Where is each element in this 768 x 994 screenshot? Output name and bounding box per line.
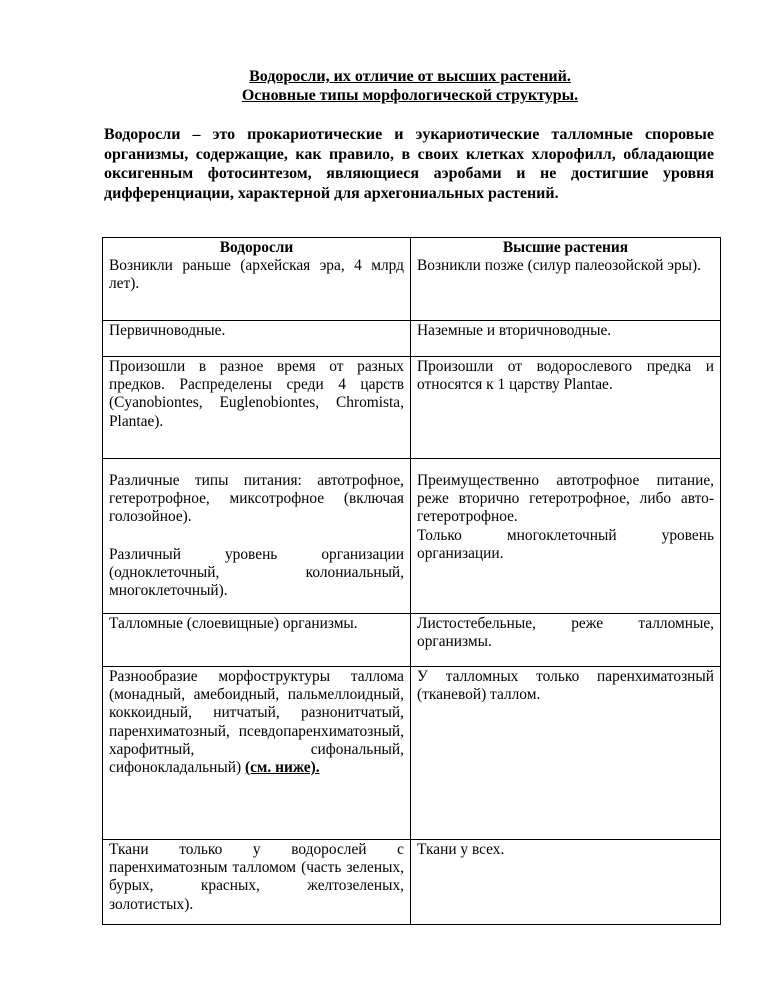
table-cell-higher: Ткани у всех. xyxy=(411,840,721,925)
table-cell-algae: Ткани только у водорослей с паренхиматозным талломом (часть зеленых, бурых, красных, желтозеленых, золотистых). xyxy=(103,840,411,925)
table-cell-higher: У талломных только паренхиматозный (тканевой) таллом. xyxy=(411,667,721,840)
intro-definition: Водоросли – это прокариотические и эукариотические талломные споровые организмы, содержащие, как правило, в своих клетках хлорофилл, обладающие оксигенным фотосинтезом, являющиеся аэробами и не достигшие уровня дифференциации, характерной для архегониальных растений. xyxy=(104,126,714,202)
document-title xyxy=(100,67,720,105)
table-cell-higher: Произошли от водорослевого предка и относятся к 1 царству Plantae. xyxy=(411,357,721,459)
table-cell-algae: Первичноводные. xyxy=(103,321,411,357)
table-cell-higher: Листостебельные, реже талломные, организмы. xyxy=(411,614,721,667)
cell-text: Возникли раньше (архейская эра, 4 млрд лет). xyxy=(109,257,404,293)
table-cell-algae: Талломные (слоевищные) организмы. xyxy=(103,614,411,667)
cell-text: Различный уровень организации (одноклеточный, колониальный, многоклеточный). xyxy=(109,545,404,600)
cell-text: Преимущественно автотрофное питание, реже вторично гетеротрофное, либо авто-гетеротрофное. xyxy=(417,472,714,526)
table-cell-higher xyxy=(411,459,721,614)
title-line-2: Основные типы морфологической структуры. xyxy=(241,87,579,104)
cell-text: Возникли позже (силур палеозойской эры). xyxy=(417,257,701,275)
cell-text: Разнообразие морфоструктуры таллома (монадный, амебоидный, пальмеллоидный, коккоидный, нитчатый, разнонитчатый, паренхиматозный, псевдопаренхиматозный, харофитный, сифональный, сифонокладальный) xyxy=(109,668,404,777)
comparison-table xyxy=(102,237,721,925)
table-row xyxy=(103,614,721,667)
table-row xyxy=(103,840,721,925)
cell-text: Различные типы питания: автотрофное, гетеротрофное, миксотрофное (включая голозойное). xyxy=(109,472,404,526)
table-row xyxy=(103,238,721,321)
see-below-link[interactable]: (см. ниже). xyxy=(244,759,320,777)
column-header-higher-plants: Высшие растения xyxy=(502,239,629,256)
table-cell-algae xyxy=(103,459,411,614)
table-cell-algae: Произошли в разное время от разных предков. Распределены среди 4 царств (Cyanobiontes, Euglenobiontes, Chromista, Plantae). xyxy=(103,357,411,459)
table-row xyxy=(103,357,721,459)
table-cell-higher: Наземные и вторичноводные. xyxy=(411,321,721,357)
table-cell-algae xyxy=(103,238,411,321)
cell-text: Только многоклеточный уровень организации. xyxy=(417,526,714,562)
table-cell-higher xyxy=(411,238,721,321)
table-row xyxy=(103,321,721,357)
table-row xyxy=(103,667,721,840)
column-header-algae: Водоросли xyxy=(219,239,294,256)
title-line-1: Водоросли, их отличие от высших растений. xyxy=(249,68,571,85)
table-row xyxy=(103,459,721,614)
table-cell-algae xyxy=(103,667,411,840)
